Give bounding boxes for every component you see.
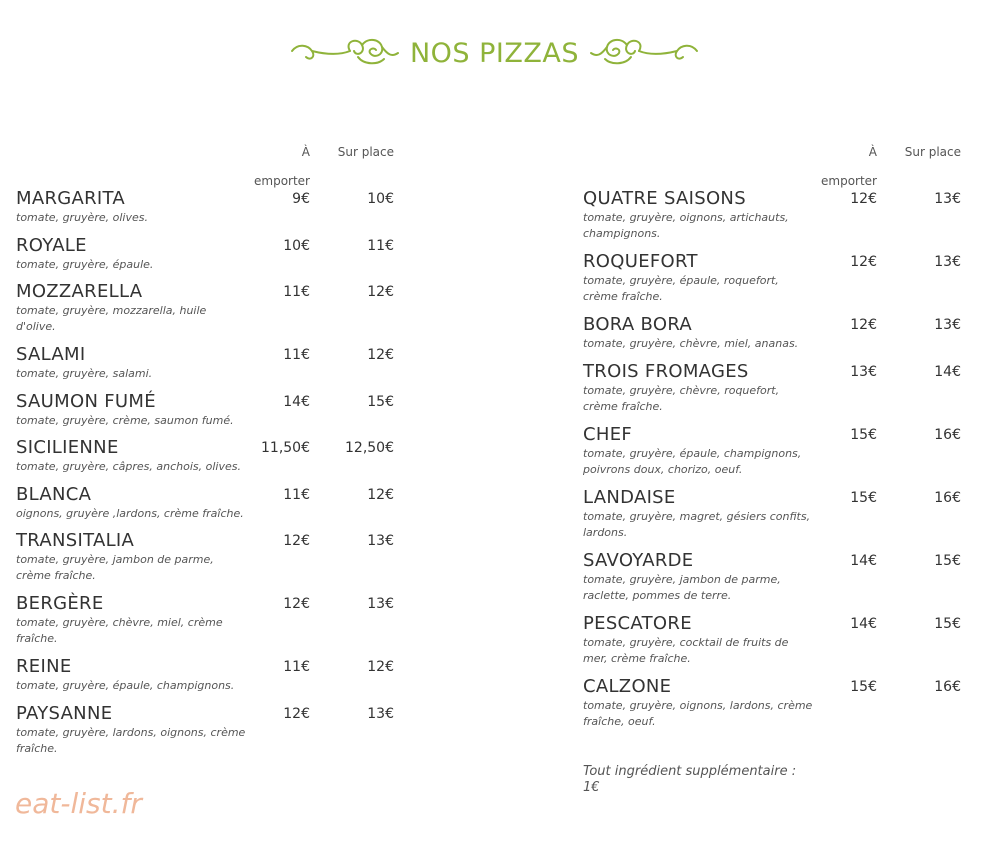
pizza-name: SICILIENNE [16, 437, 119, 458]
pizza-name: TRANSITALIA [16, 530, 135, 551]
column-headers [16, 132, 400, 188]
pizza-item [16, 703, 400, 766]
pizza-description: tomate, gruyère, mozzarella, huile d'olive. [16, 304, 207, 333]
pizza-name: BORA BORA [583, 314, 693, 335]
pizza-name: BERGÈRE [16, 593, 104, 614]
price-on-site: 16€ [934, 426, 961, 443]
pizza-name: MOZZARELLA [16, 281, 143, 302]
pizza-item [583, 251, 967, 314]
menu-header [0, 30, 989, 76]
pizza-name: BLANCA [16, 483, 92, 505]
pizza-description: tomate, gruyère, épaule. [16, 257, 154, 271]
pizza-item [16, 188, 400, 235]
right-pizza-list [583, 188, 967, 739]
pizza-item [16, 344, 400, 391]
price-on-site: 13€ [934, 191, 961, 207]
pizza-item [583, 676, 967, 739]
price-take-away: 14€ [850, 615, 877, 632]
pizza-description: tomate, gruyère, salami. [16, 367, 153, 380]
pizza-description: tomate, gruyère, chèvre, miel, ananas. [583, 337, 799, 350]
price-take-away: 11€ [283, 284, 310, 300]
pizza-description: tomate, gruyère, oignons, artichauts, champignons. [583, 211, 789, 240]
price-on-site: 13€ [934, 254, 961, 270]
price-take-away: 10€ [283, 237, 310, 254]
price-take-away: 12€ [850, 317, 877, 333]
price-take-away: 15€ [850, 426, 877, 443]
price-on-site: 12,50€ [345, 440, 394, 456]
pizza-item [16, 437, 400, 484]
price-take-away: 15€ [850, 678, 877, 695]
pizza-description: tomate, gruyère, jambon de parme, raclette, pommes de terre. [583, 572, 781, 602]
pizza-item [16, 281, 400, 344]
pizza-item [583, 314, 967, 361]
pizza-item [16, 484, 400, 531]
pizza-item [16, 391, 400, 438]
price-take-away: 12€ [850, 191, 877, 207]
price-on-site: 12€ [367, 486, 394, 503]
right-menu-column [583, 132, 967, 739]
pizza-name: ROQUEFORT [583, 251, 698, 272]
price-take-away: 13€ [850, 363, 877, 380]
price-take-away: 9€ [292, 191, 310, 207]
take-away-header: À emporter [254, 145, 310, 188]
price-on-site: 14€ [934, 363, 961, 380]
pizza-description: oignons, gruyère ,lardons, crème fraîche. [16, 506, 244, 520]
pizza-item [583, 188, 967, 251]
price-on-site: 15€ [934, 615, 961, 632]
pizza-name: LANDAISE [583, 486, 676, 508]
left-flourish-icon [288, 33, 400, 73]
price-on-site: 12€ [367, 284, 394, 300]
pizza-item [583, 487, 967, 550]
price-take-away: 11€ [283, 486, 310, 503]
pizza-name: MARGARITA [16, 188, 126, 209]
price-take-away: 11,50€ [261, 440, 310, 456]
left-pizza-list [16, 188, 400, 766]
pizza-item [16, 235, 400, 282]
column-headers [583, 132, 967, 188]
pizza-name: QUATRE SAISONS [583, 188, 746, 209]
pizza-description: tomate, gruyère, cocktail de fruits de mer, crème fraîche. [583, 635, 789, 665]
pizza-item [583, 424, 967, 487]
pizza-name: CALZONE [583, 675, 672, 697]
pizza-description: tomate, gruyère, olives. [16, 211, 148, 224]
pizza-item [583, 361, 967, 424]
price-take-away: 14€ [850, 552, 877, 569]
price-take-away: 15€ [850, 489, 877, 506]
price-on-site: 10€ [367, 191, 394, 207]
pizza-description: tomate, gruyère, épaule, roquefort, crème fraîche. [583, 274, 779, 303]
pizza-name: TROIS FROMAGES [583, 360, 749, 382]
price-on-site: 15€ [367, 393, 394, 410]
pizza-name: ROYALE [16, 234, 87, 256]
pizza-name: PESCATORE [583, 612, 692, 634]
pizza-description: tomate, gruyère, lardons, oignons, crème fraîche. [16, 725, 246, 755]
on-site-header: Sur place [337, 145, 394, 159]
pizza-name: SAVOYARDE [583, 549, 694, 571]
left-menu-column [16, 132, 400, 766]
pizza-description: tomate, gruyère, épaule, champignons, poivrons doux, chorizo, oeuf. [583, 446, 802, 476]
price-on-site: 13€ [367, 596, 394, 612]
price-on-site: 15€ [934, 552, 961, 569]
price-on-site: 13€ [367, 705, 394, 722]
price-take-away: 11€ [283, 659, 310, 675]
pizza-name: SAUMON FUMÉ [16, 390, 156, 412]
price-take-away: 12€ [283, 705, 310, 722]
price-take-away: 12€ [283, 533, 310, 549]
pizza-name: CHEF [583, 423, 633, 445]
pizza-item [16, 656, 400, 703]
pizza-name: REINE [16, 656, 72, 677]
pizza-description: tomate, gruyère, oignons, lardons, crème fraîche, oeuf. [583, 698, 813, 728]
pizza-name: SALAMI [16, 344, 86, 365]
price-take-away: 14€ [283, 393, 310, 410]
pizza-description: tomate, gruyère, épaule, champignons. [16, 679, 235, 692]
on-site-header: Sur place [904, 145, 961, 159]
price-on-site: 12€ [367, 347, 394, 363]
pizza-item [16, 593, 400, 656]
pizza-item [16, 530, 400, 593]
price-take-away: 11€ [283, 347, 310, 363]
pizza-description: tomate, gruyère, magret, gésiers confits, lardons. [583, 509, 811, 539]
watermark: eat-list.fr [15, 787, 142, 820]
pizza-description: tomate, gruyère, chèvre, roquefort, crème fraîche. [583, 383, 780, 413]
price-on-site: 11€ [367, 237, 394, 254]
pizza-item [583, 550, 967, 613]
price-on-site: 13€ [367, 533, 394, 549]
price-on-site: 16€ [934, 678, 961, 695]
price-take-away: 12€ [283, 596, 310, 612]
extra-ingredient-note: Tout ingrédient supplémentaire : 1€ [583, 764, 797, 795]
pizza-description: tomate, gruyère, crème, saumon fumé. [16, 413, 234, 427]
pizza-description: tomate, gruyère, jambon de parme, crème fraîche. [16, 553, 214, 582]
price-on-site: 16€ [934, 489, 961, 506]
price-on-site: 13€ [934, 317, 961, 333]
pizza-name: PAYSANNE [16, 702, 113, 724]
page-title: NOS PIZZAS [409, 37, 580, 69]
pizza-item [583, 613, 967, 676]
pizza-description: tomate, gruyère, câpres, anchois, olives. [16, 460, 241, 473]
price-take-away: 12€ [850, 254, 877, 270]
right-flourish-icon [589, 33, 701, 73]
price-on-site: 12€ [367, 659, 394, 675]
take-away-header: À emporter [821, 145, 877, 188]
pizza-description: tomate, gruyère, chèvre, miel, crème fraîche. [16, 616, 223, 645]
